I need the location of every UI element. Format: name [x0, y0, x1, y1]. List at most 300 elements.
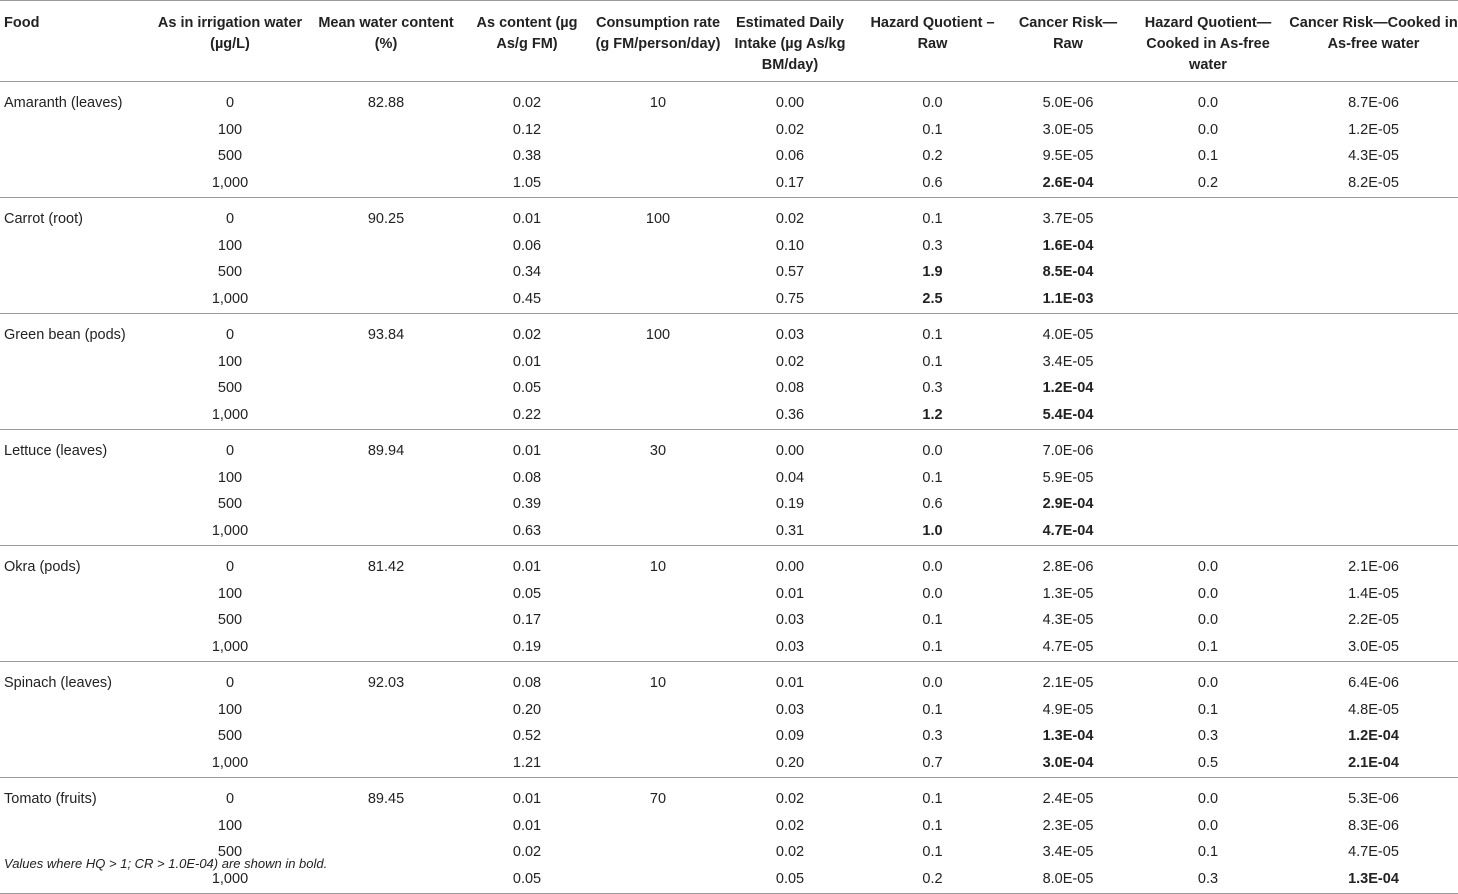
cell-hq-cooked [1127, 198, 1289, 233]
table-row [0, 314, 1458, 349]
cell-edi: 0.01 [775, 675, 805, 691]
cell-cr-raw: 8.0E-05 [1042, 870, 1094, 887]
cell-as-irrigation: 0 [225, 675, 235, 691]
cell-edi: 0.31 [775, 522, 805, 539]
cell-consumption [592, 117, 724, 144]
cell-as-irrigation: 500 [217, 612, 243, 628]
cell-cr-raw: 1.2E-04 [1042, 380, 1094, 396]
cell-edi: 0.02 [775, 844, 805, 860]
cell-cr-raw: 2.3E-05 [1042, 817, 1094, 834]
header-food: Food [0, 1, 150, 82]
header-hq-cooked: Hazard Quotient—Cooked in As-free water [1127, 1, 1289, 82]
cell-as-irrigation: 0 [225, 443, 235, 459]
cell-cr-raw: 2.1E-05 [1042, 675, 1094, 691]
cell-hq-raw: 1.2 [922, 406, 943, 423]
cell-as-content: 0.05 [512, 380, 542, 396]
food-group [0, 314, 1458, 430]
cell-cr-raw: 4.0E-05 [1042, 327, 1094, 343]
cell-food [0, 581, 150, 608]
cell-water-content [310, 117, 462, 144]
cell-hq-cooked [1127, 286, 1289, 314]
cell-as-irrigation: 0 [225, 559, 235, 575]
cell-as-irrigation: 500 [217, 844, 243, 860]
food-group [0, 198, 1458, 314]
cell-hq-raw: 0.1 [922, 327, 943, 343]
cell-cr-raw: 1.3E-04 [1042, 728, 1094, 744]
cell-edi: 0.00 [775, 559, 805, 575]
cell-cr-cooked [1289, 349, 1458, 376]
cell-food [0, 170, 150, 198]
cell-cr-raw: 9.5E-05 [1042, 148, 1094, 164]
cell-water-content [310, 491, 462, 518]
cell-as-irrigation: 500 [217, 380, 243, 396]
cell-consumption [592, 170, 724, 198]
cell-consumption [592, 813, 724, 840]
header-cr-cooked: Cancer Risk—Cooked in As-free water [1289, 1, 1458, 82]
cell-food [0, 117, 150, 144]
cell-cr-raw: 1.6E-04 [1042, 237, 1094, 254]
cell-cr-cooked: 4.7E-05 [1348, 844, 1399, 860]
cell-hq-cooked [1127, 259, 1289, 286]
cell-as-irrigation: 1,000 [211, 290, 249, 307]
cell-cr-cooked [1289, 430, 1458, 465]
cell-food [0, 143, 150, 170]
cell-edi: 0.00 [775, 95, 805, 111]
cell-hq-cooked: 0.2 [1197, 174, 1219, 191]
cell-consumption [592, 491, 724, 518]
cell-hq-raw: 0.2 [922, 148, 943, 164]
cell-as-irrigation: 0 [225, 327, 235, 343]
cell-cr-raw: 4.7E-05 [1042, 638, 1094, 655]
cell-cr-raw: 3.4E-05 [1042, 844, 1094, 860]
cell-edi: 0.17 [775, 174, 805, 191]
cell-as-content: 1.21 [512, 754, 542, 771]
cell-hq-raw: 1.0 [922, 522, 943, 539]
cell-hq-raw: 0.0 [922, 675, 943, 691]
cell-water-content [310, 607, 462, 634]
cell-as-content: 0.08 [512, 469, 542, 486]
cell-hq-raw: 0.6 [922, 174, 943, 191]
cell-cr-cooked [1289, 233, 1458, 260]
cell-as-content: 0.01 [512, 791, 542, 807]
cell-cr-cooked: 6.4E-06 [1348, 675, 1399, 691]
cell-water-content [310, 286, 462, 314]
cell-hq-raw: 0.0 [922, 559, 943, 575]
cell-consumption [592, 233, 724, 260]
cell-consumption [592, 143, 724, 170]
cell-hq-cooked [1127, 465, 1289, 492]
cell-food [0, 697, 150, 724]
cell-hq-raw: 0.1 [922, 791, 943, 807]
cell-hq-raw: 0.3 [922, 237, 943, 254]
cell-edi: 0.03 [775, 612, 805, 628]
cell-as-content: 0.63 [512, 522, 542, 539]
cell-cr-raw: 1.1E-03 [1042, 290, 1094, 307]
cell-as-content: 0.17 [512, 612, 542, 628]
cell-as-irrigation: 1,000 [211, 638, 249, 655]
cell-cr-cooked: 4.8E-05 [1348, 701, 1399, 718]
cell-cr-raw: 3.0E-05 [1042, 121, 1094, 138]
cell-food: Amaranth (leaves) [4, 95, 123, 111]
cell-as-irrigation: 100 [217, 121, 243, 138]
cell-cr-raw: 7.0E-06 [1042, 443, 1094, 459]
cell-cr-raw: 4.3E-05 [1042, 612, 1094, 628]
cell-as-irrigation: 500 [217, 148, 243, 164]
cell-hq-raw: 0.1 [922, 211, 943, 227]
cell-consumption [592, 607, 724, 634]
cell-edi: 0.03 [775, 327, 805, 343]
cell-cr-raw: 1.3E-05 [1042, 585, 1094, 602]
cell-consumption: 30 [649, 443, 667, 459]
cell-hq-cooked: 0.0 [1197, 675, 1219, 691]
cell-hq-cooked: 0.3 [1197, 728, 1219, 744]
cell-food [0, 259, 150, 286]
cell-hq-cooked [1127, 349, 1289, 376]
cell-edi: 0.03 [775, 638, 805, 655]
cell-hq-raw: 0.1 [922, 353, 943, 370]
table-row [0, 750, 1458, 778]
table-row [0, 491, 1458, 518]
table-row [0, 662, 1458, 697]
cell-food [0, 750, 150, 778]
table-header [0, 1, 1458, 82]
cell-hq-raw: 0.1 [922, 817, 943, 834]
cell-edi: 0.00 [775, 443, 805, 459]
cell-food: Tomato (fruits) [4, 791, 97, 807]
cell-as-irrigation: 1,000 [211, 406, 249, 423]
cell-hq-raw: 0.3 [922, 728, 943, 744]
cell-edi: 0.10 [775, 237, 805, 254]
table-row [0, 402, 1458, 430]
cell-as-irrigation: 0 [225, 95, 235, 111]
cell-hq-raw: 0.1 [922, 469, 943, 486]
cell-hq-cooked: 0.0 [1197, 817, 1219, 834]
cell-hq-raw: 0.1 [922, 844, 943, 860]
header-consumption: Consumption rate (g FM/person/day) [592, 1, 724, 82]
cell-water-content [310, 143, 462, 170]
table-row [0, 607, 1458, 634]
cell-cr-cooked: 8.3E-06 [1348, 817, 1399, 834]
cell-edi: 0.06 [775, 148, 805, 164]
cell-hq-raw: 0.1 [922, 701, 943, 718]
cell-as-content: 0.02 [512, 95, 542, 111]
cell-as-irrigation: 1,000 [211, 522, 249, 539]
cell-as-content: 0.19 [512, 638, 542, 655]
cell-edi: 0.04 [775, 469, 805, 486]
cell-hq-cooked [1127, 233, 1289, 260]
cell-edi: 0.02 [775, 791, 805, 807]
cell-cr-raw: 2.4E-05 [1042, 791, 1094, 807]
table-row [0, 349, 1458, 376]
cell-food: Green bean (pods) [4, 327, 126, 343]
table-row [0, 581, 1458, 608]
cell-as-content: 0.02 [512, 327, 542, 343]
header-water-content: Mean water content (%) [310, 1, 462, 82]
cell-as-content: 0.39 [512, 496, 542, 512]
cell-as-content: 0.45 [512, 290, 542, 307]
cell-food [0, 813, 150, 840]
cell-consumption: 70 [649, 791, 667, 807]
cell-cr-raw: 4.9E-05 [1042, 701, 1094, 718]
cell-as-irrigation: 0 [225, 791, 235, 807]
cell-as-content: 0.08 [512, 675, 542, 691]
cell-hq-cooked: 0.0 [1197, 612, 1219, 628]
table-row [0, 286, 1458, 314]
cell-cr-cooked [1289, 465, 1458, 492]
cell-water-content [310, 634, 462, 662]
cell-hq-cooked: 0.1 [1197, 701, 1219, 718]
cell-water-content [310, 170, 462, 198]
cell-hq-cooked: 0.0 [1197, 585, 1219, 602]
table-row [0, 143, 1458, 170]
cell-water-content [310, 259, 462, 286]
cell-water-content [310, 465, 462, 492]
cell-cr-raw: 3.0E-04 [1042, 754, 1094, 771]
cell-cr-cooked: 2.1E-04 [1348, 754, 1399, 771]
cell-as-irrigation: 1,000 [211, 754, 249, 771]
cell-consumption: 100 [645, 327, 671, 343]
cell-cr-cooked: 8.7E-06 [1348, 95, 1399, 111]
table-row [0, 170, 1458, 198]
cell-water-content [310, 839, 462, 866]
cell-as-content: 0.52 [512, 728, 542, 744]
cell-cr-raw: 2.9E-04 [1042, 496, 1094, 512]
cell-water-content [310, 518, 462, 546]
cell-edi: 0.02 [775, 211, 805, 227]
cell-cr-raw: 5.4E-04 [1042, 406, 1094, 423]
header-as-irrigation: As in irrigation water (µg/L) [150, 1, 310, 82]
cell-consumption [592, 581, 724, 608]
cell-hq-raw: 0.7 [922, 754, 943, 771]
cell-as-irrigation: 1,000 [211, 174, 249, 191]
cell-food [0, 518, 150, 546]
cell-water-content [310, 375, 462, 402]
cell-as-content: 0.06 [512, 237, 542, 254]
cell-as-content: 0.22 [512, 406, 542, 423]
cell-water-content [310, 581, 462, 608]
cell-cr-cooked: 1.2E-05 [1348, 121, 1399, 138]
cell-cr-raw: 2.8E-06 [1042, 559, 1094, 575]
cell-as-content: 0.01 [512, 353, 542, 370]
cell-food [0, 634, 150, 662]
cell-cr-raw: 2.6E-04 [1042, 174, 1094, 191]
cell-hq-raw: 1.9 [922, 264, 943, 280]
food-group [0, 546, 1458, 662]
cell-cr-cooked: 1.4E-05 [1348, 585, 1399, 602]
header-as-content: As content (µg As/g FM) [462, 1, 592, 82]
cell-food [0, 465, 150, 492]
table-row [0, 233, 1458, 260]
cell-cr-raw: 5.9E-05 [1042, 469, 1094, 486]
cell-food: Spinach (leaves) [4, 675, 112, 691]
cell-edi: 0.02 [775, 353, 805, 370]
cell-food [0, 491, 150, 518]
cell-hq-cooked: 0.5 [1197, 754, 1219, 771]
cell-hq-raw: 0.0 [922, 585, 943, 602]
cell-as-irrigation: 100 [217, 353, 243, 370]
cell-consumption [592, 259, 724, 286]
header-hq-raw: Hazard Quotient – Raw [856, 1, 1009, 82]
cell-cr-cooked [1289, 259, 1458, 286]
cell-food: Lettuce (leaves) [4, 443, 108, 459]
cell-food [0, 233, 150, 260]
table-row [0, 259, 1458, 286]
cell-cr-cooked: 3.0E-05 [1348, 638, 1399, 655]
cell-as-content: 0.05 [512, 585, 542, 602]
cell-water-content: 89.94 [367, 443, 405, 459]
cell-as-content: 1.05 [512, 174, 542, 191]
cell-food [0, 375, 150, 402]
cell-edi: 0.75 [775, 290, 805, 307]
cell-as-content: 0.01 [512, 559, 542, 575]
cell-cr-raw: 8.5E-04 [1042, 264, 1094, 280]
cell-consumption: 10 [649, 559, 667, 575]
cell-hq-cooked [1127, 314, 1289, 349]
cell-cr-cooked: 1.2E-04 [1348, 728, 1399, 744]
food-group [0, 662, 1458, 778]
cell-cr-cooked [1289, 518, 1458, 546]
cell-water-content: 82.88 [367, 95, 405, 111]
cell-cr-cooked: 2.1E-06 [1348, 559, 1399, 575]
table-row [0, 518, 1458, 546]
cell-hq-raw: 0.1 [922, 121, 943, 138]
cell-hq-raw: 0.0 [922, 443, 943, 459]
cell-edi: 0.05 [775, 870, 805, 887]
cell-consumption [592, 286, 724, 314]
cell-water-content: 81.42 [367, 559, 405, 575]
cell-water-content: 89.45 [367, 791, 405, 807]
cell-water-content [310, 813, 462, 840]
cell-edi: 0.03 [775, 701, 805, 718]
cell-consumption [592, 402, 724, 430]
cell-water-content [310, 723, 462, 750]
cell-hq-cooked: 0.0 [1197, 121, 1219, 138]
cell-edi: 0.08 [775, 380, 805, 396]
cell-hq-raw: 0.1 [922, 638, 943, 655]
cell-hq-cooked: 0.0 [1197, 95, 1219, 111]
cell-as-irrigation: 100 [217, 701, 243, 718]
cell-consumption [592, 750, 724, 778]
cell-hq-raw: 0.6 [922, 496, 943, 512]
table-row [0, 697, 1458, 724]
cell-as-irrigation: 500 [217, 728, 243, 744]
cell-food [0, 349, 150, 376]
cell-as-irrigation: 1,000 [211, 870, 249, 887]
cell-hq-cooked [1127, 402, 1289, 430]
cell-as-irrigation: 500 [217, 264, 243, 280]
table-row [0, 546, 1458, 581]
cell-hq-cooked [1127, 375, 1289, 402]
table-row [0, 634, 1458, 662]
cell-water-content [310, 750, 462, 778]
cell-hq-cooked: 0.1 [1197, 148, 1219, 164]
table-row [0, 465, 1458, 492]
cell-as-irrigation: 500 [217, 496, 243, 512]
cell-as-content: 0.01 [512, 211, 542, 227]
header-cr-raw: Cancer Risk—Raw [1009, 1, 1127, 82]
cell-as-irrigation: 100 [217, 585, 243, 602]
cell-water-content: 90.25 [367, 211, 405, 227]
cell-cr-cooked: 5.3E-06 [1348, 791, 1399, 807]
food-group [0, 778, 1458, 894]
cell-food [0, 402, 150, 430]
cell-water-content: 92.03 [367, 675, 405, 691]
cell-consumption [592, 634, 724, 662]
cell-as-content: 0.34 [512, 264, 542, 280]
cell-hq-raw: 0.0 [922, 95, 943, 111]
cell-as-irrigation: 0 [225, 211, 235, 227]
cell-consumption [592, 866, 724, 894]
cell-consumption: 100 [645, 211, 671, 227]
cell-edi: 0.02 [775, 817, 805, 834]
cell-edi: 0.19 [775, 496, 805, 512]
cell-edi: 0.36 [775, 406, 805, 423]
table-row [0, 778, 1458, 813]
cell-as-content: 0.02 [512, 844, 542, 860]
cell-cr-cooked: 2.2E-05 [1348, 612, 1399, 628]
cell-consumption [592, 349, 724, 376]
cell-cr-cooked [1289, 375, 1458, 402]
cell-edi: 0.20 [775, 754, 805, 771]
cell-edi: 0.09 [775, 728, 805, 744]
cell-as-content: 0.05 [512, 870, 542, 887]
food-group [0, 430, 1458, 546]
cell-hq-raw: 0.2 [922, 870, 943, 887]
cell-water-content [310, 349, 462, 376]
table-row [0, 430, 1458, 465]
cell-cr-cooked: 8.2E-05 [1348, 174, 1399, 191]
cell-cr-cooked [1289, 491, 1458, 518]
cell-consumption [592, 839, 724, 866]
cell-food [0, 607, 150, 634]
cell-edi: 0.02 [775, 121, 805, 138]
cell-food: Okra (pods) [4, 559, 81, 575]
cell-edi: 0.57 [775, 264, 805, 280]
cell-water-content [310, 866, 462, 894]
cell-as-content: 0.12 [512, 121, 542, 138]
cell-hq-cooked: 0.1 [1197, 638, 1219, 655]
cell-cr-raw: 4.7E-04 [1042, 522, 1094, 539]
cell-hq-cooked [1127, 518, 1289, 546]
cell-cr-raw: 5.0E-06 [1042, 95, 1094, 111]
cell-consumption [592, 697, 724, 724]
cell-water-content [310, 233, 462, 260]
cell-edi: 0.01 [775, 585, 805, 602]
cell-hq-raw: 0.3 [922, 380, 943, 396]
table-row [0, 117, 1458, 144]
cell-consumption [592, 723, 724, 750]
cell-cr-raw: 3.7E-05 [1042, 211, 1094, 227]
cell-consumption [592, 375, 724, 402]
cell-consumption: 10 [649, 675, 667, 691]
cell-as-content: 0.20 [512, 701, 542, 718]
cell-cr-cooked: 4.3E-05 [1348, 148, 1399, 164]
cell-consumption [592, 465, 724, 492]
table-row [0, 723, 1458, 750]
cell-water-content [310, 697, 462, 724]
cell-as-irrigation: 100 [217, 469, 243, 486]
cell-as-irrigation: 100 [217, 237, 243, 254]
table-row [0, 198, 1458, 233]
cell-as-content: 0.01 [512, 817, 542, 834]
cell-hq-cooked: 0.0 [1197, 559, 1219, 575]
cell-water-content [310, 402, 462, 430]
cell-cr-cooked: 1.3E-04 [1348, 870, 1399, 887]
cell-cr-cooked [1289, 286, 1458, 314]
footnote: Values where HQ > 1; CR > 1.0E-04) are shown in bold. [4, 856, 328, 871]
cell-hq-cooked: 0.0 [1197, 791, 1219, 807]
cell-hq-raw: 2.5 [922, 290, 943, 307]
